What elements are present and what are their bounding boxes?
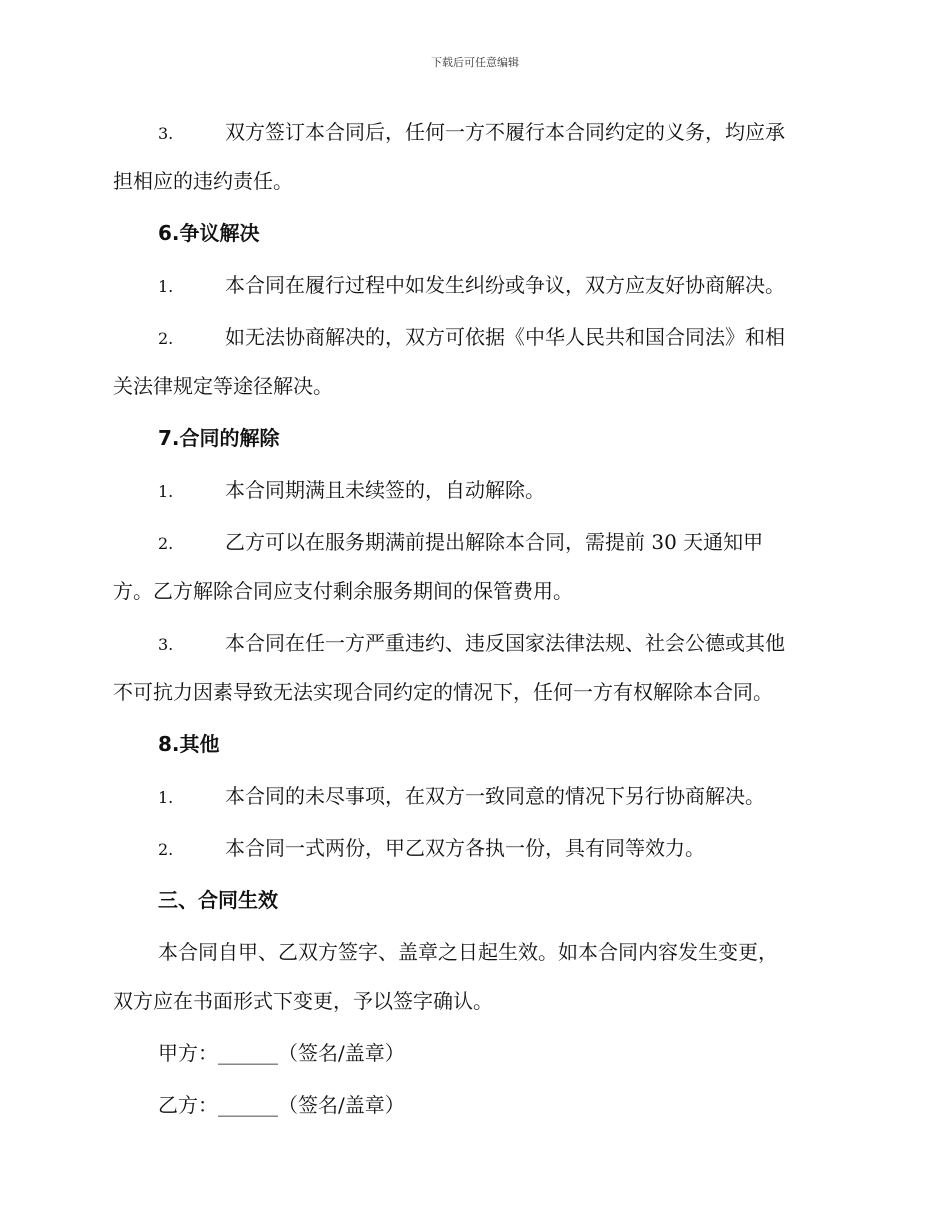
item-number: 2. (158, 329, 174, 348)
list-item (113, 313, 838, 411)
page-header: 下载后可任意编辑 (431, 56, 519, 69)
list-item (113, 108, 838, 206)
item-text: 本合同一式两份，甲乙双方各执一份，具有同等效力。 (225, 836, 705, 860)
paragraph-line: 本合同自甲、乙双方签字、盖章之日起生效。如本合同内容发生变更， (158, 940, 778, 964)
document-body (113, 108, 838, 1130)
item-number: 1. (158, 277, 174, 296)
item-number: 2. (158, 840, 174, 859)
paragraph (113, 928, 838, 1026)
list-item (113, 824, 838, 873)
signature-line-party-b: 乙方：______（签名/盖章） (158, 1093, 405, 1117)
item-text: 本合同在任一方严重违约、违反国家法律法规、社会公德或其他 (225, 631, 785, 655)
item-number: 2. (158, 534, 174, 553)
item-text-continued: 不可抗力因素导致无法实现合同约定的情况下，任何一方有权解除本合同。 (113, 680, 773, 704)
item-text: 乙方可以在服务期满前提出解除本合同，需提前 30 天通知甲 (225, 530, 764, 554)
list-item (113, 261, 838, 310)
item-text: 如无法协商解决的，双方可依据《中华人民共和国合同法》和相 (225, 325, 785, 349)
item-number: 3. (158, 124, 174, 143)
signature-line-party-a: 甲方：______（签名/盖章） (158, 1041, 405, 1065)
section-heading-effectiveness: 三、合同生效 (158, 888, 278, 912)
item-number: 1. (158, 788, 174, 807)
item-text: 本合同在履行过程中如发生纠纷或争议，双方应友好协商解决。 (225, 273, 785, 297)
section-heading-dispute: 6.争议解决 (158, 221, 260, 245)
item-text-continued: 关法律规定等途径解决。 (113, 374, 333, 398)
list-item (113, 619, 838, 717)
section-heading-other: 8.其他 (158, 732, 220, 756)
list-item (113, 772, 838, 821)
item-text: 本合同期满且未续签的，自动解除。 (225, 478, 545, 502)
item-number: 3. (158, 635, 174, 654)
item-text-continued: 方。乙方解除合同应支付剩余服务期间的保管费用。 (113, 579, 573, 603)
paragraph-line: 双方应在书面形式下变更，予以签字确认。 (113, 989, 493, 1013)
item-text: 本合同的未尽事项，在双方一致同意的情况下另行协商解决。 (225, 784, 765, 808)
item-text-continued: 担相应的违约责任。 (113, 169, 293, 193)
list-item (113, 466, 838, 515)
item-number: 1. (158, 482, 174, 501)
list-item (113, 518, 838, 616)
section-heading-termination: 7.合同的解除 (158, 426, 280, 450)
item-text: 双方签订本合同后，任何一方不履行本合同约定的义务，均应承 (225, 120, 785, 144)
